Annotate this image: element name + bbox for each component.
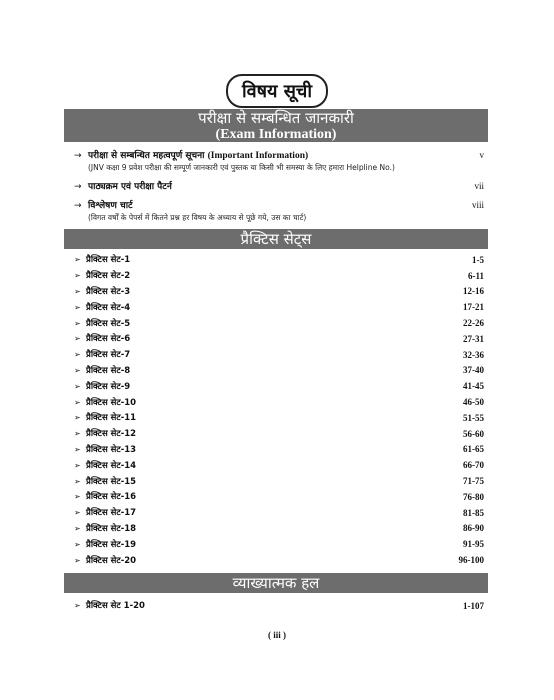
toc-row [74,552,484,568]
row-label: प्रैक्टिस सेट-8 [86,365,131,376]
triangle-pointer-icon: ➢ [74,318,81,328]
right-arrow-icon: → [74,182,82,192]
item-note: (JNV कक्षा 9 प्रवेश परीक्षा की सम्पूर्ण जानकारी एवं पुस्तक या किसी भी समस्या के लिए हमारा Helpline No.) [88,163,395,172]
row-page: 41-45 [463,381,484,392]
solutions-list [74,598,484,614]
row-page: 17-21 [463,302,484,313]
triangle-pointer-icon: ➢ [74,601,81,611]
row-label: प्रैक्टिस सेट-12 [86,429,137,440]
toc-row [74,536,484,552]
right-arrow-icon: → [74,201,82,211]
toc-row [74,378,484,394]
row-label: प्रैक्टिस सेट-6 [86,334,131,345]
triangle-pointer-icon: ➢ [74,413,81,423]
toc-row [74,347,484,363]
triangle-pointer-icon: ➢ [74,508,81,518]
row-label: प्रैक्टिस सेट-3 [86,286,131,297]
triangle-pointer-icon: ➢ [74,271,81,281]
triangle-pointer-icon: ➢ [74,255,81,265]
row-page: 56-60 [463,428,484,439]
exam-info-item-2 [74,179,484,192]
triangle-pointer-icon: ➢ [74,539,81,549]
row-label: प्रैक्टिस सेट-10 [86,397,137,408]
row-page: 51-55 [463,412,484,423]
exam-info-heading-hindi: परीक्षा से सम्बन्धित जानकारी [198,109,354,127]
row-page: 6-11 [467,270,484,281]
row-page: 71-75 [463,476,484,487]
toc-row [74,363,484,379]
toc-row [74,505,484,521]
row-label: प्रैक्टिस सेट-1 [86,255,131,266]
item-label-english: (Important Information) [207,151,309,161]
page-number: ( iii ) [268,630,286,640]
row-label: प्रैक्टिस सेट-17 [86,508,137,519]
exam-info-heading-english: (Exam Information) [215,127,337,142]
row-page: 96-100 [458,555,484,566]
row-label: प्रैक्टिस सेट-4 [86,302,131,313]
row-page: 86-90 [463,523,484,534]
practice-sets-heading: प्रैक्टिस सेट्स [64,229,488,249]
row-label: प्रैक्टिस सेट-20 [86,555,137,566]
toc-row [74,457,484,473]
row-label: प्रैक्टिस सेट-11 [86,413,137,424]
row-label: प्रैक्टिस सेट-19 [86,539,137,550]
solutions-heading: व्याख्यात्मक हल [64,573,488,593]
triangle-pointer-icon: ➢ [74,460,81,470]
toc-row [74,331,484,347]
toc-row [74,315,484,331]
toc-row [74,284,484,300]
triangle-pointer-icon: ➢ [74,429,81,439]
triangle-pointer-icon: ➢ [74,492,81,502]
triangle-pointer-icon: ➢ [74,555,81,565]
row-page: 66-70 [463,460,484,471]
toc-title: विषय सूची [226,74,328,108]
row-label: प्रैक्टिस सेट-7 [86,350,131,361]
row-label: प्रैक्टिस सेट-2 [86,271,131,282]
row-label: प्रैक्टिस सेट-9 [86,381,131,392]
row-page: 91-95 [463,539,484,550]
toc-row [74,489,484,505]
toc-row [74,426,484,442]
right-arrow-icon: → [74,151,82,161]
triangle-pointer-icon: ➢ [74,286,81,296]
row-page: 12-16 [463,286,484,297]
triangle-pointer-icon: ➢ [74,444,81,454]
row-page: 1-5 [472,254,484,265]
triangle-pointer-icon: ➢ [74,302,81,312]
row-label: प्रैक्टिस सेट-18 [86,523,137,534]
toc-row [74,299,484,315]
toc-row [74,268,484,284]
row-page: 61-65 [463,444,484,455]
row-page: 32-36 [463,349,484,360]
row-page: 76-80 [463,491,484,502]
triangle-pointer-icon: ➢ [74,397,81,407]
row-page: 81-85 [463,507,484,518]
item-label-hindi: पाठ्यक्रम एवं परीक्षा पैटर्न [88,182,172,192]
item-page: viii [471,200,484,210]
practice-sets-list [74,252,484,568]
row-label: प्रैक्टिस सेट-15 [86,476,137,487]
triangle-pointer-icon: ➢ [74,350,81,360]
item-note: (विगत वर्षों के पेपर्स में कितने प्रश्न हर विषय के अध्याय से पूछे गये, उस का चार्ट) [88,213,307,222]
triangle-pointer-icon: ➢ [74,476,81,486]
toc-row [74,410,484,426]
row-page: 27-31 [463,333,484,344]
row-page: 22-26 [463,318,484,329]
row-label: प्रैक्टिस सेट-16 [86,492,137,503]
row-page: 46-50 [463,397,484,408]
row-label: प्रैक्टिस सेट 1-20 [86,601,145,612]
exam-info-item-1 [74,148,484,173]
toc-row [74,521,484,537]
item-page: v [479,150,484,160]
item-label-hindi: विश्लेषण चार्ट [88,201,133,211]
row-label: प्रैक्टिस सेट-13 [86,444,137,455]
exam-info-heading-bar [64,109,488,142]
toc-row [74,598,484,614]
row-label: प्रैक्टिस सेट-14 [86,460,137,471]
row-label: प्रैक्टिस सेट-5 [86,318,131,329]
item-label-hindi: परीक्षा से सम्बन्धित महत्वपूर्ण सूचना [88,151,205,161]
row-page: 1-107 [463,600,484,611]
exam-info-item-3 [74,198,484,223]
toc-row [74,252,484,268]
toc-row [74,394,484,410]
triangle-pointer-icon: ➢ [74,334,81,344]
row-page: 37-40 [463,365,484,376]
triangle-pointer-icon: ➢ [74,381,81,391]
toc-row [74,442,484,458]
item-page: vii [474,181,484,191]
triangle-pointer-icon: ➢ [74,365,81,375]
triangle-pointer-icon: ➢ [74,523,81,533]
toc-row [74,473,484,489]
